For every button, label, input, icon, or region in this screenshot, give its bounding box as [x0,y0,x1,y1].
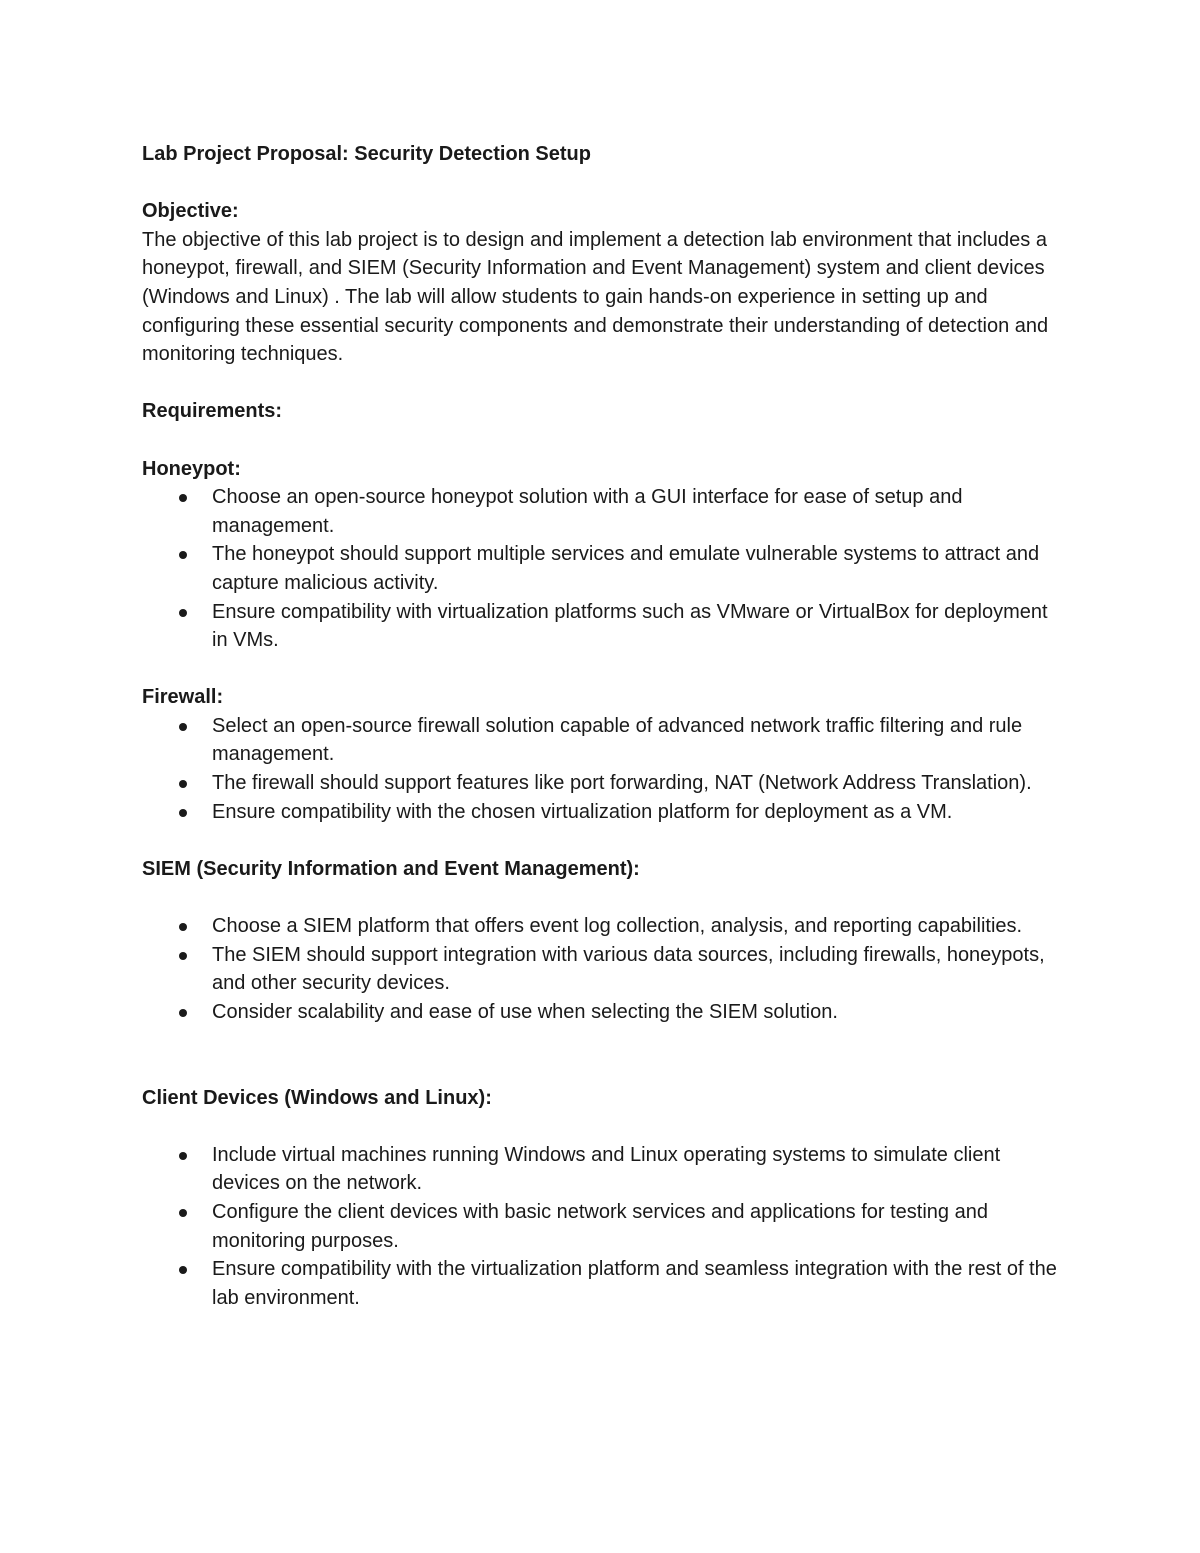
bullet-icon [179,1009,187,1017]
bullet-icon [179,1266,187,1274]
list-item-text: Ensure compatibility with the virtualization platform and seamless integration with the rest of the lab environment. [212,1258,1057,1309]
clients-heading: Client Devices (Windows and Linux): [142,1086,492,1109]
list-item [142,1141,1062,1198]
list-item-text: Choose a SIEM platform that offers event log collection, analysis, and reporting capabilities. [212,915,1023,938]
list-item-text: Choose an open-source honeypot solution with a GUI interface for ease of setup and management. [212,486,963,537]
list-item-text: Ensure compatibility with virtualization platforms such as VMware or VirtualBox for deployment in VMs. [212,600,1048,652]
list-item [142,798,1062,827]
objective-heading: Objective: [142,200,239,223]
bullet-icon [179,1209,187,1217]
firewall-heading: Firewall: [142,686,224,709]
list-item [142,941,1062,998]
honeypot-list [142,483,1062,655]
document-title: Lab Project Proposal: Security Detection Setup [142,143,591,165]
list-item [142,998,1062,1027]
list-item [142,912,1062,941]
list-item [142,540,1062,597]
bullet-icon [179,952,187,960]
firewall-list [142,712,1062,826]
list-item-text: The honeypot should support multiple services and emulate vulnerable systems to attract and capture malicious activity. [212,543,1040,594]
list-item-text: Consider scalability and ease of use when selecting the SIEM solution. [212,1000,838,1023]
honeypot-heading: Honeypot: [142,457,241,480]
list-item-text: The firewall should support features like port forwarding, NAT (Network Address Translation). [212,772,1032,795]
bullet-icon [179,723,187,731]
list-item [142,712,1062,769]
siem-heading: SIEM (Security Information and Event Management): [142,857,640,880]
siem-list [142,912,1062,1026]
bullet-icon [179,494,187,502]
list-item-text: Include virtual machines running Windows and Linux operating systems to simulate client devices on the network. [212,1143,1001,1195]
requirements-heading: Requirements: [142,400,283,423]
list-item [142,769,1062,798]
bullet-icon [179,923,187,931]
list-item-text: Configure the client devices with basic network services and applications for testing and monitoring purposes. [212,1200,988,1252]
list-item [142,1198,1062,1255]
list-item-text: Ensure compatibility with the chosen virtualization platform for deployment as a VM. [212,800,953,823]
list-item [142,483,1062,540]
list-item-text: Select an open-source firewall solution capable of advanced network traffic filtering and rule management. [212,714,1023,766]
list-item [142,598,1062,655]
bullet-icon [179,551,187,559]
bullet-icon [179,1152,187,1160]
bullet-icon [179,609,187,617]
list-item [142,1255,1062,1312]
bullet-icon [179,780,187,788]
list-item-text: The SIEM should support integration with various data sources, including firewalls, honeypots, and other security devices. [212,943,1045,995]
objective-text: The objective of this lab project is to design and implement a detection lab environment that includes a honeypot, firewall, and SIEM (Security Information and Event Management) system and client devices (Windows and Linux) . The lab will allow students to gain hands-on experience in setting up and configuring these essential security components and demonstrate their understanding of detection and monitoring techniques. [142,228,1049,366]
document-content [142,140,1062,1312]
clients-list [142,1141,1062,1313]
bullet-icon [179,809,187,817]
